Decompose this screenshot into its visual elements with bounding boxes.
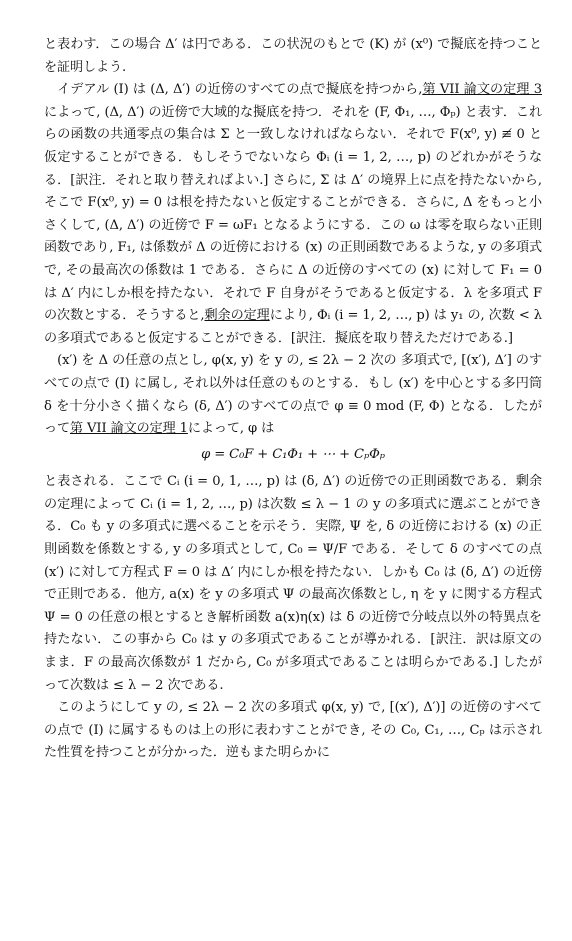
paragraph-5 <box>44 697 542 765</box>
document-page <box>44 34 542 765</box>
theorem-reference-link: 第 VII 論文の定理 1 <box>70 421 188 437</box>
remainder-theorem-link: 剰余の定理 <box>204 308 270 324</box>
text-run: イデアル (I) は (Δ, Δ′) の近傍のすべての点で擬底を持つから, <box>57 82 423 98</box>
paragraph-3 <box>44 350 542 440</box>
theorem-reference-link: 第 VII 論文の定理 3 <box>422 82 543 98</box>
equation-text: φ = C₀F + C₁Φ₁ + ⋯ + CₚΦₚ <box>201 446 385 462</box>
text-run: と表わす．この場合 Δ′ は円である．この状況のもとで (K) が (x⁰) で擬底を持つことを証明しよう. <box>44 37 542 75</box>
text-run: によって, φ は <box>187 421 275 437</box>
text-run: により, Φᵢ (i = 1, 2, …, p) は y₁ の, 次数 < λ の多項式であると仮定することができる．[訳注．擬底を取り替えただけである.] <box>44 308 542 346</box>
text-run: (x′) を Δ の任意の点とし, φ(x, y) を y の, ≤ 2λ − 2 次の 多項式で, [(x′), Δ′] のすべての点で (I) に属し, それ以外は任意のものとする．もし (x′) を中心とする多円筒 δ を十分小さく描くなら (δ, Δ′) のすべての点で φ ≡ 0 mod (F, Φ) となる．したがって <box>44 353 542 437</box>
paragraph-2 <box>44 79 542 350</box>
paragraph-4 <box>44 471 542 697</box>
text-run: このようにして y の, ≤ 2λ − 2 次の多項式 φ(x, y) で, [(x′), Δ′)] の近傍のすべての点で (I) に属するものは上の形に表わすことができ, その C₀, C₁, …, Cₚ は示された性質を持つことが分かった．逆もまた明らかに <box>44 700 542 761</box>
text-run: と表される．ここで Cᵢ (i = 0, 1, …, p) は (δ, Δ′) の近傍での正則函数である．剰余の定理によって Cᵢ (i = 1, 2, …, p) は次数 ≤ λ − 1 の y の多項式に選ぶことができる．C₀ も y の多項式に選べることを示そう．実際, Ψ を, δ の近傍における (x) の正則函数を係数とする, y の多項式として, C₀ = Ψ/F である．そして δ のすべての点 (x′) に対して方程式 F = 0 は Δ′ 内にしか根を持たない．しかも C₀ は (δ, Δ′) の近傍で正則である．他方, a(x) を y の多項式 Ψ の最高次係数とし, η を y に関する方程式 Ψ = 0 の任意の根とするとき解析函数 a(x)η(x) は δ の近傍で分岐点以外の特異点を持たない．この事から C₀ は y の多項式であることが導かれる．[訳注．訳は原文のまま．F の最高次係数が 1 だから, C₀ が多項式であることは明らかである.] したがって次数は ≤ λ − 2 次である. <box>44 474 542 693</box>
text-run: によって, (Δ, Δ′) の近傍で大域的な擬底を持つ．それを (F, Φ₁, …, Φₚ) と表す．これらの函数の共通零点の集合は Σ と一致しなければならない．それで F(x⁰, y) ≢ 0 と仮定することができる．もしそうでないなら Φᵢ (i = 1, 2, …, p) のどれかがそうなる．[訳注．それと取り替えればよい.] さらに, Σ は Δ′ の境界上に点を持たないから, そこで F(x⁰, y) = 0 は根を持たないと仮定することができる．さらに, Δ をもっと小さくして, (Δ, Δ′) の近傍で F = ωF₁ となるようにする．この ω は零を取らない正則函数であり, F₁, は係数が Δ の近傍における (x) の正則函数であるような, y の多項式で, その最高次の係数は 1 である．さらに Δ の近傍のすべての (x) に対して F₁ = 0 は Δ′ 内にしか根を持たない．それで F 自身がそうであると仮定する．λ を多項式 F の次数とする．そうすると, <box>44 104 542 324</box>
paragraph-1 <box>44 34 542 79</box>
display-equation <box>44 444 542 467</box>
